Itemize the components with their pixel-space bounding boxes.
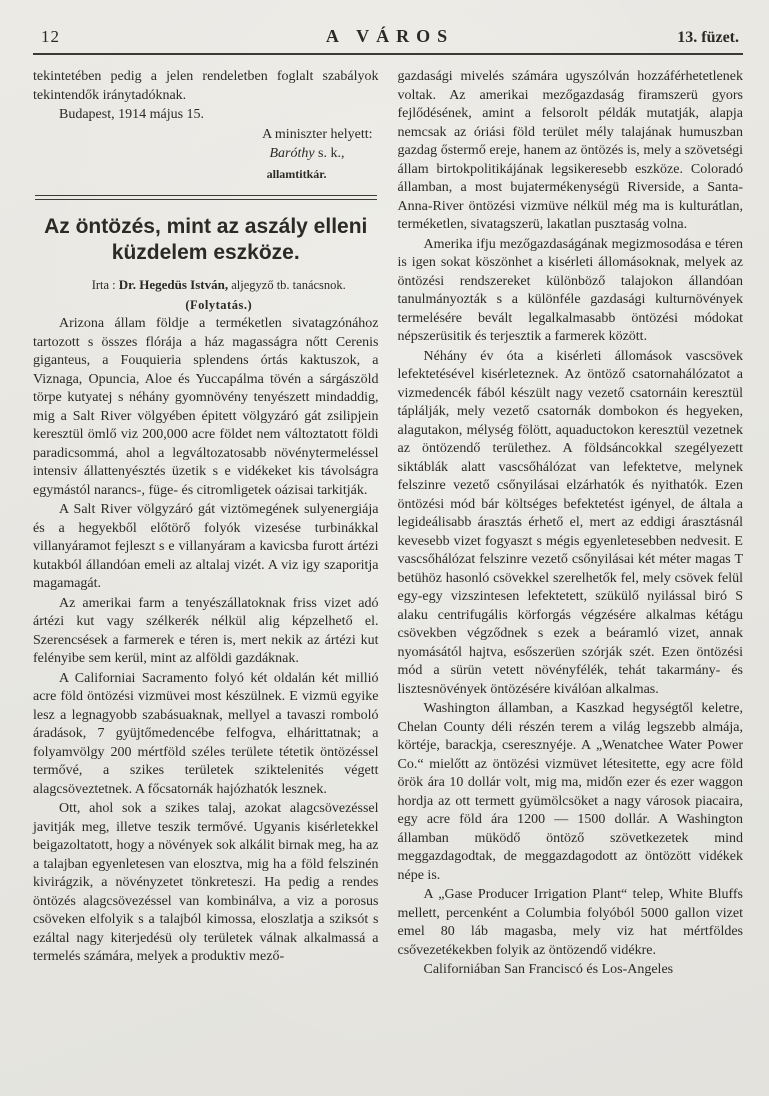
body-paragraph: Az amerikai farm a tenyészállatoknak friss vizet adó ártézi kut vagy szélkerék nélkül alig képzelhető el. Szerencsések a farmerek e téren is, mert nekik az ártézi kut felényibe sem kerül, mint az alföldi gazdáknak. bbox=[33, 595, 379, 666]
journal-title: A VÁROS bbox=[325, 26, 455, 46]
byline-author: Dr. Hegedüs István, bbox=[118, 277, 229, 292]
body-paragraph: gazdasági mivelés számára ugyszólván hozzáférhetetlenek voltak. Az amerikai mezőgazdaság firamszerü gyors fejlődésének, amint a felsorolt példák mutatják, alapja nemcsak az óriási föld terület mély talajának humuszban gazdag őstermő ereje, hanem az öntözés is, mely a szövetségi állam birtokpolitikájának legsikeresebb eszköze. Coloradó államban, a most bujatermékenységü Riverside, a Santa-Anna-River öntözési vizmüve nélkül még ma is kulturátlan, terméketlen, sivatagszerü, lakatlan pusztaság volna. bbox=[397, 69, 743, 232]
body-paragraph: Arizona állam földje a terméketlen sivatagzónához tartozott s összes flórája a ház magasságra nőtt Cerenis giganteus, a Fouquieria splendens órtás kaktuszok, a Viznaga, Opuncia, Aloe és Yuccapálma tövén a sárgászöld törpe kutyatej s néhány gyomnövény tenyészett mindaddig, mig a Salt River völgyében épitett völgyzáró gát zsilipjein keresztül ömlő viz 200,000 acre földet nem változtatott földi paradicsommá, ahol a legváltozatosabb növénytermeléssel intensiv állattenyésztés üzetik s e vidékeket kis távolságra egymástól narancs-, füge- és citromligetek oázisai tarkitják. bbox=[33, 316, 379, 498]
page-number: 12 bbox=[41, 27, 60, 46]
body-paragraph: A „Gase Producer Irrigation Plant“ telep, White Bluffs mellett, percenként a Columbia folyóból 5000 gallon vizet emel 80 láb magasba, mely viz hat mértföldes csővezetékekben folyik az öntözendő vidékre. bbox=[397, 887, 743, 958]
continuation-note: (Folytatás.) bbox=[185, 297, 253, 312]
left-column bbox=[33, 68, 379, 980]
signature bbox=[33, 145, 379, 164]
issue-label: 13. füzet. bbox=[677, 29, 739, 46]
text-columns bbox=[33, 68, 743, 980]
article-title bbox=[33, 214, 379, 266]
body-paragraph: A Californiai Sacramento folyó két oldalán két millió acre föld öntözési vizmüvei most készülnek. E vizmü egyike lesz a legnagyobb szabásuaknak, mellyel a tavaszi romboló áradások, 7 gyüjtőmedencébe felfogva, elhárittatnak; a folyamvölgy 200 mértföld széles területe tétetik öntözéssel termővé, a szikes területek sziktelenités végett alagcsöveztetnek. A főcsatornák hajózhatók lesznek. bbox=[33, 670, 379, 797]
signature-suffix: s. k., bbox=[314, 146, 345, 161]
body-paragraph: Néhány év óta a kisérleti állomások vascsövek lefektetésével kisérleteznek. Az öntöző csatornahálózatot a vizmedencék fából készült nagy vezető csatornáin keresztül táplálják, mely vezető csatornák dombokon és hegyeken, alagutakon, mélység fölött, aquaductokon keresztül vezetnek az öntözendő területhez. A földsáncokkal szegélyezett siktáblák alatt vascsőhálózat van lefektetve, melynek felszinre vezető csőnyilásai elzárhatók és nyithatók. Ezen öntözési mód bár költséges befektetést igényel, de általa a legideálisabb árasztás érhető el, mert az eddigi árasztásnál kevesebb vizet fogyaszt s mégis egyenletesebben nedvesit. E vascsőhálózat felszinre vezető csőnyilásai két méter magas T betühöz hasonló csövekkel szerelhetők fel, mely csövek felül egy-egy vizszintesen lefektetett, szükülő nyilással biró S alaku centrifugális körforgás végzésére alkalmas kétágu csövekben végződnek s ezek a beáramló vizet, annak nyomásától hajtva, esőszerüen szórják szét. Ezen öntözési mód a sürün vetett növényfélék, tehát takarmány- és lisztesnövények öntözésére kiválóan alkalmas. bbox=[397, 348, 743, 697]
section-divider-rule bbox=[35, 195, 377, 200]
signature-title: allamtitkár. bbox=[266, 166, 327, 181]
body-paragraph: Californiában San Franciscó és Los-Angeles bbox=[423, 962, 674, 977]
right-column bbox=[398, 68, 744, 980]
article-title-line2: küzdelem eszköze. bbox=[111, 241, 300, 264]
body-paragraph: A Salt River völgyzáró gát viztömegének sulyenergiája és a hegyekből előtörő folyók vizesése turbinákkal villanyáramot fejleszt s e villanyáram a kavicsba furott ártézi kutakból állandóan emeli az altalaj vizét. A viz igy szaporitja magamagát. bbox=[33, 502, 379, 591]
body-paragraph: Washington államban, a Kaszkad hegységtől keletre, Chelan County déli részén terem a világ legszebb almája, körtéje, barackja, cseresznyéje. A „Wenatchee Water Power Co.“ mielőtt az öntözési vizmüvet létesitette, egy acre föld örök ára 10 dollár volt, mig ma, midőn ezer és ezer waggon hordja az ott termett gyümölcsöket a nagy városok piacaira, egy acre föld ára 1200 — 1500 dollár. A Washington államban müködő öntöző szövetkezetek mind meggazdagodtak, de meggazdagodott az öntözött vidékek népe is. bbox=[397, 701, 743, 883]
byline-prefix: Irta : bbox=[91, 278, 119, 292]
signature-name: Baróthy bbox=[269, 146, 315, 161]
byline-suffix: aljegyző tb. tanácsnok. bbox=[228, 278, 346, 292]
article-byline bbox=[33, 276, 379, 295]
page-header bbox=[33, 26, 743, 55]
article-title-line1: Az öntözés, mint az aszály elleni bbox=[44, 215, 368, 238]
body-paragraph: Ott, ahol sok a szikes talaj, azokat alagcsövezéssel javitják meg, illetve teszik termővé. Ugyanis kisérletekkel beigazoltatott, hogy a növények sok alkálit birnak meg, ha az a talajban egyenletesen van elosztva, mig ha a föld felszinén kivirágzik, a növényzetet tönkreteszi. Ha pedig a rendes öntözés alagcsövezéssel van kombinálva, a viz a porosus csöveken elfolyik s a talajból kimossa, eloszlatja a sziksót s ezáltal nagy kiterjedésü oly területek válnak alkalmassá a termelés számára, melyek a produktiv mező- bbox=[33, 801, 379, 964]
body-paragraph: Amerika ifju mezőgazdaságának megizmosodása e téren is igen sokat köszönhet a kisérleti állomásoknak, melyek az öntözési rendszereket különböző talajokon állandóan tanulmányozták s a különféle gazdasági kulturnövények termelésére bevált legalkalmasabb öntözési módokat népszerüsitik és terjesztik a farmerek között. bbox=[397, 236, 743, 344]
decree-continuation-paragraph: tekintetében pedig a jelen rendeletben foglalt szabályok tekintendők iránytadóknak. bbox=[33, 69, 379, 103]
minister-line: A miniszter helyett: bbox=[262, 126, 373, 142]
dateline: Budapest, 1914 május 15. bbox=[59, 107, 205, 122]
